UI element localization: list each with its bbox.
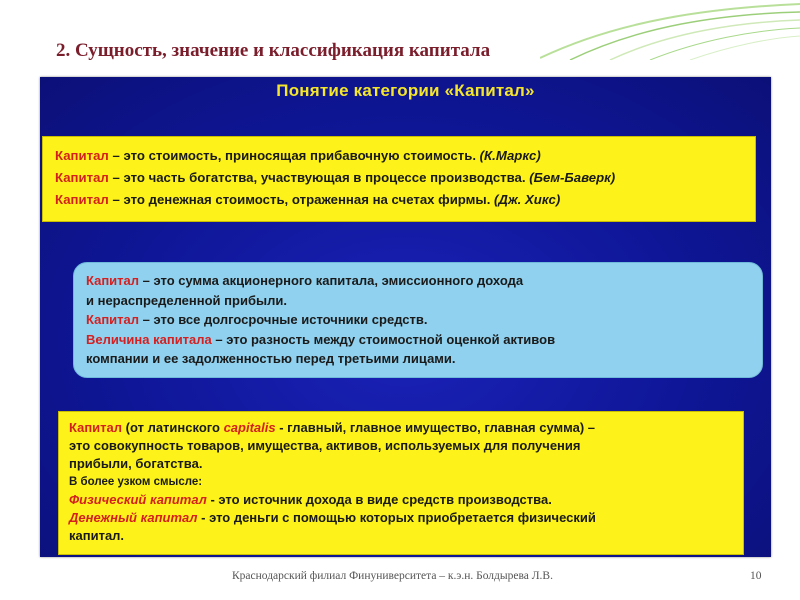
- citation: (Дж. Хикс): [494, 192, 561, 207]
- accounting-line: [86, 271, 752, 291]
- definition-text: – это часть богатства, участвующая в процессе производства.: [108, 170, 530, 185]
- page-number: 10: [750, 570, 762, 582]
- latin-origin-box: [58, 411, 744, 555]
- definitions-box: [42, 136, 756, 222]
- term: Капитал: [86, 273, 140, 288]
- definition-line: [55, 167, 747, 189]
- accounting-line: [86, 291, 752, 311]
- citation: (К.Маркс): [479, 148, 541, 163]
- definition-text: и нераспределенной прибыли.: [86, 292, 287, 308]
- definition-text: капитал.: [69, 528, 125, 544]
- latin-line: [69, 455, 735, 473]
- definition-text: прибыли, богатства.: [69, 456, 203, 472]
- definition-line: [55, 189, 747, 211]
- definition-text: - главный, главное имущество, главная сумма) –: [275, 420, 595, 435]
- latin-line: [69, 419, 735, 437]
- latin-line: [69, 474, 735, 491]
- term: Денежный капитал: [69, 509, 198, 525]
- narrow-sense-label: В более узком смысле:: [69, 475, 203, 488]
- definition-text: - это источник дохода в виде средств производства.: [206, 491, 552, 507]
- accounting-line: [86, 330, 752, 350]
- term: Величина капитала: [86, 331, 212, 347]
- term: Физический капитал: [69, 491, 207, 507]
- corner-decoration-icon: [540, 0, 800, 60]
- citation: (Бем-Баверк): [529, 170, 616, 185]
- definition-line: [55, 145, 747, 167]
- definition-text: – это разность между стоимостной оценкой активов: [211, 331, 556, 347]
- term: Капитал: [55, 192, 109, 207]
- definition-text: – это денежная стоимость, отраженная на счетах фирмы.: [108, 192, 495, 207]
- latin-word: capitalis: [223, 420, 276, 435]
- term: Капитал: [55, 170, 109, 185]
- definition-text: – это стоимость, приносящая прибавочную стоимость.: [108, 148, 480, 163]
- panel-heading: Понятие категории «Капитал»: [276, 81, 535, 100]
- accounting-line: [86, 349, 752, 369]
- latin-line: [69, 437, 735, 455]
- definition-text: – это сумма акционерного капитала, эмиссионного дохода: [139, 273, 524, 288]
- term: Капитал: [86, 312, 140, 327]
- definition-text: - это деньги с помощью которых приобретается физический: [197, 509, 596, 525]
- accounting-definitions-box: [73, 262, 763, 378]
- definition-text: это совокупность товаров, имущества, активов, используемых для получения: [69, 438, 581, 454]
- latin-line: [69, 509, 735, 527]
- slide-footer: Краснодарский филиал Финуниверситета – к.э.н. Болдырева Л.В.: [232, 570, 553, 582]
- term: Капитал: [55, 148, 109, 163]
- latin-line: [69, 491, 735, 509]
- definition-text: – это все долгосрочные источники средств.: [139, 312, 428, 327]
- latin-line: [69, 527, 735, 545]
- term: Капитал: [69, 420, 123, 435]
- definition-text: компании и ее задолженностью перед третьими лицами.: [86, 351, 456, 366]
- definition-text: (от латинского: [122, 420, 224, 435]
- accounting-line: [86, 310, 752, 330]
- slide-title: 2. Сущность, значение и классификация капитала: [56, 40, 491, 61]
